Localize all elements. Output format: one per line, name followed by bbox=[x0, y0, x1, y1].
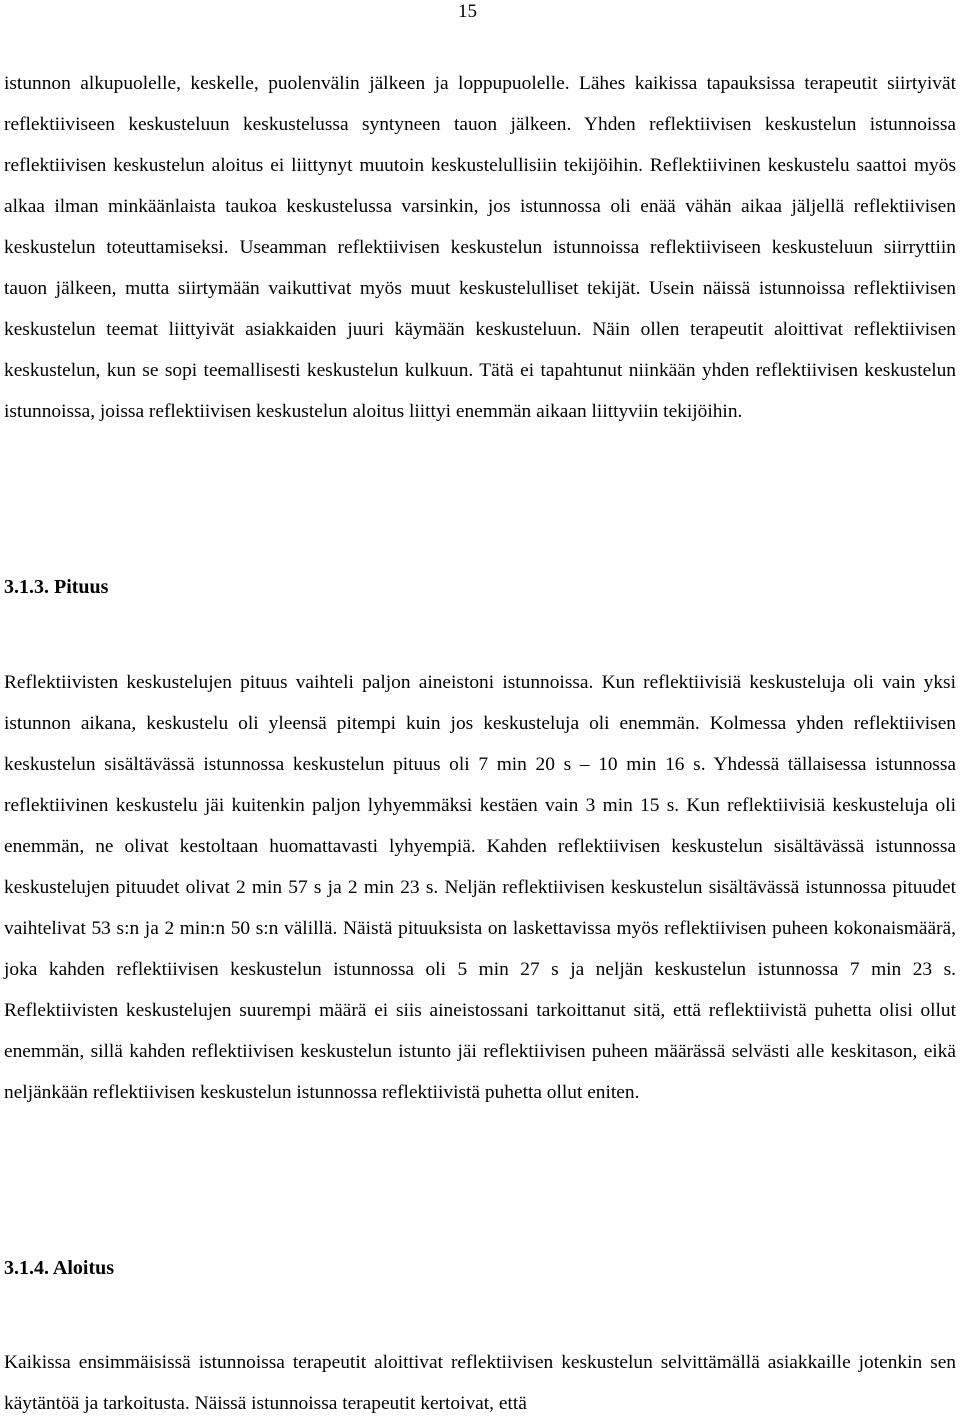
section-heading: 3.1.3. Pituus bbox=[4, 576, 109, 598]
body-paragraph: Kaikissa ensimmäisissä istunnoissa terapeutit aloittivat reflektiivisen keskustelun selvittämällä asiakkaille jotenkin sen käytäntöä ja tarkoitusta. Näissä istunnoissa terapeutit kertoivat, että bbox=[4, 1352, 956, 1414]
body-paragraph: istunnon alkupuolelle, keskelle, puolenvälin jälkeen ja loppupuolelle. Lähes kaikissa tapauksissa terapeutit siirtyivät reflektiiviseen keskusteluun keskustelussa syntyneen tauon jälkeen. Yhden reflektiivisen keskustelun istunnoissa reflektiivisen keskustelun aloitus ei liittynyt muutoin keskustelullisiin tekijöihin. Reflektiivinen keskustelu saattoi myös alkaa ilman minkäänlaista taukoa keskustelussa varsinkin, jos istunnossa oli enää vähän aikaa jäljellä reflektiivisen keskustelun toteuttamiseksi. Useamman reflektiivisen keskustelun istunnoissa reflektiiviseen keskusteluun siirryttiin tauon jälkeen, mutta siirtymään vaikuttivat myös muut keskustelulliset tekijät. Usein näissä istunnoissa reflektiivisen keskustelun teemat liittyivät asiakkaiden juuri käymään keskusteluun. Näin ollen terapeutit aloittivat reflektiivisen keskustelun, kun se sopi teemallisesti keskustelun kulkuun. Tätä ei tapahtunut niinkään yhden reflektiivisen keskustelun istunnoissa, joissa reflektiivisen keskustelun aloitus liittyi enemmän aikaan liittyviin tekijöihin. bbox=[4, 73, 956, 422]
body-paragraph: Reflektiivisten keskustelujen pituus vaihteli paljon aineistoni istunnoissa. Kun reflektiivisiä keskusteluja oli vain yksi istunnon aikana, keskustelu oli yleensä pitempi kuin jos keskusteluja oli enemmän. Kolmessa yhden reflektiivisen keskustelun sisältävässä istunnossa keskustelun pituus oli 7 min 20 s – 10 min 16 s. Yhdessä tällaisessa istunnossa reflektiivinen keskustelu jäi kuitenkin paljon lyhyemmäksi kestäen vain 3 min 15 s. Kun reflektiivisiä keskusteluja oli enemmän, ne olivat kestoltaan huomattavasti lyhyempiä. Kahden reflektiivisen keskustelun sisältävässä istunnossa keskustelujen pituudet olivat 2 min 57 s ja 2 min 23 s. Neljän reflektiivisen keskustelun sisältävässä istunnossa pituudet vaihtelivat 53 s:n ja 2 min:n 50 s:n välillä. Näistä pituuksista on laskettavissa myös reflektiivisen puheen kokonaismäärä, joka kahden reflektiivisen keskustelun istunnossa oli 5 min 27 s ja neljän keskustelun istunnossa 7 min 23 s. Reflektiivisten keskustelujen suurempi määrä ei siis aineistossani tarkoittanut sitä, että reflektiivistä puhetta olisi ollut enemmän, sillä kahden reflektiivisen keskustelun istunto jäi reflektiivisen puheen määrässä selvästi alle keskitason, eikä neljänkään reflektiivisen keskustelun istunnossa reflektiivistä puhetta ollut eniten. bbox=[4, 672, 956, 1103]
section-heading: 3.1.4. Aloitus bbox=[4, 1257, 115, 1279]
page-number: 15 bbox=[458, 1, 477, 22]
